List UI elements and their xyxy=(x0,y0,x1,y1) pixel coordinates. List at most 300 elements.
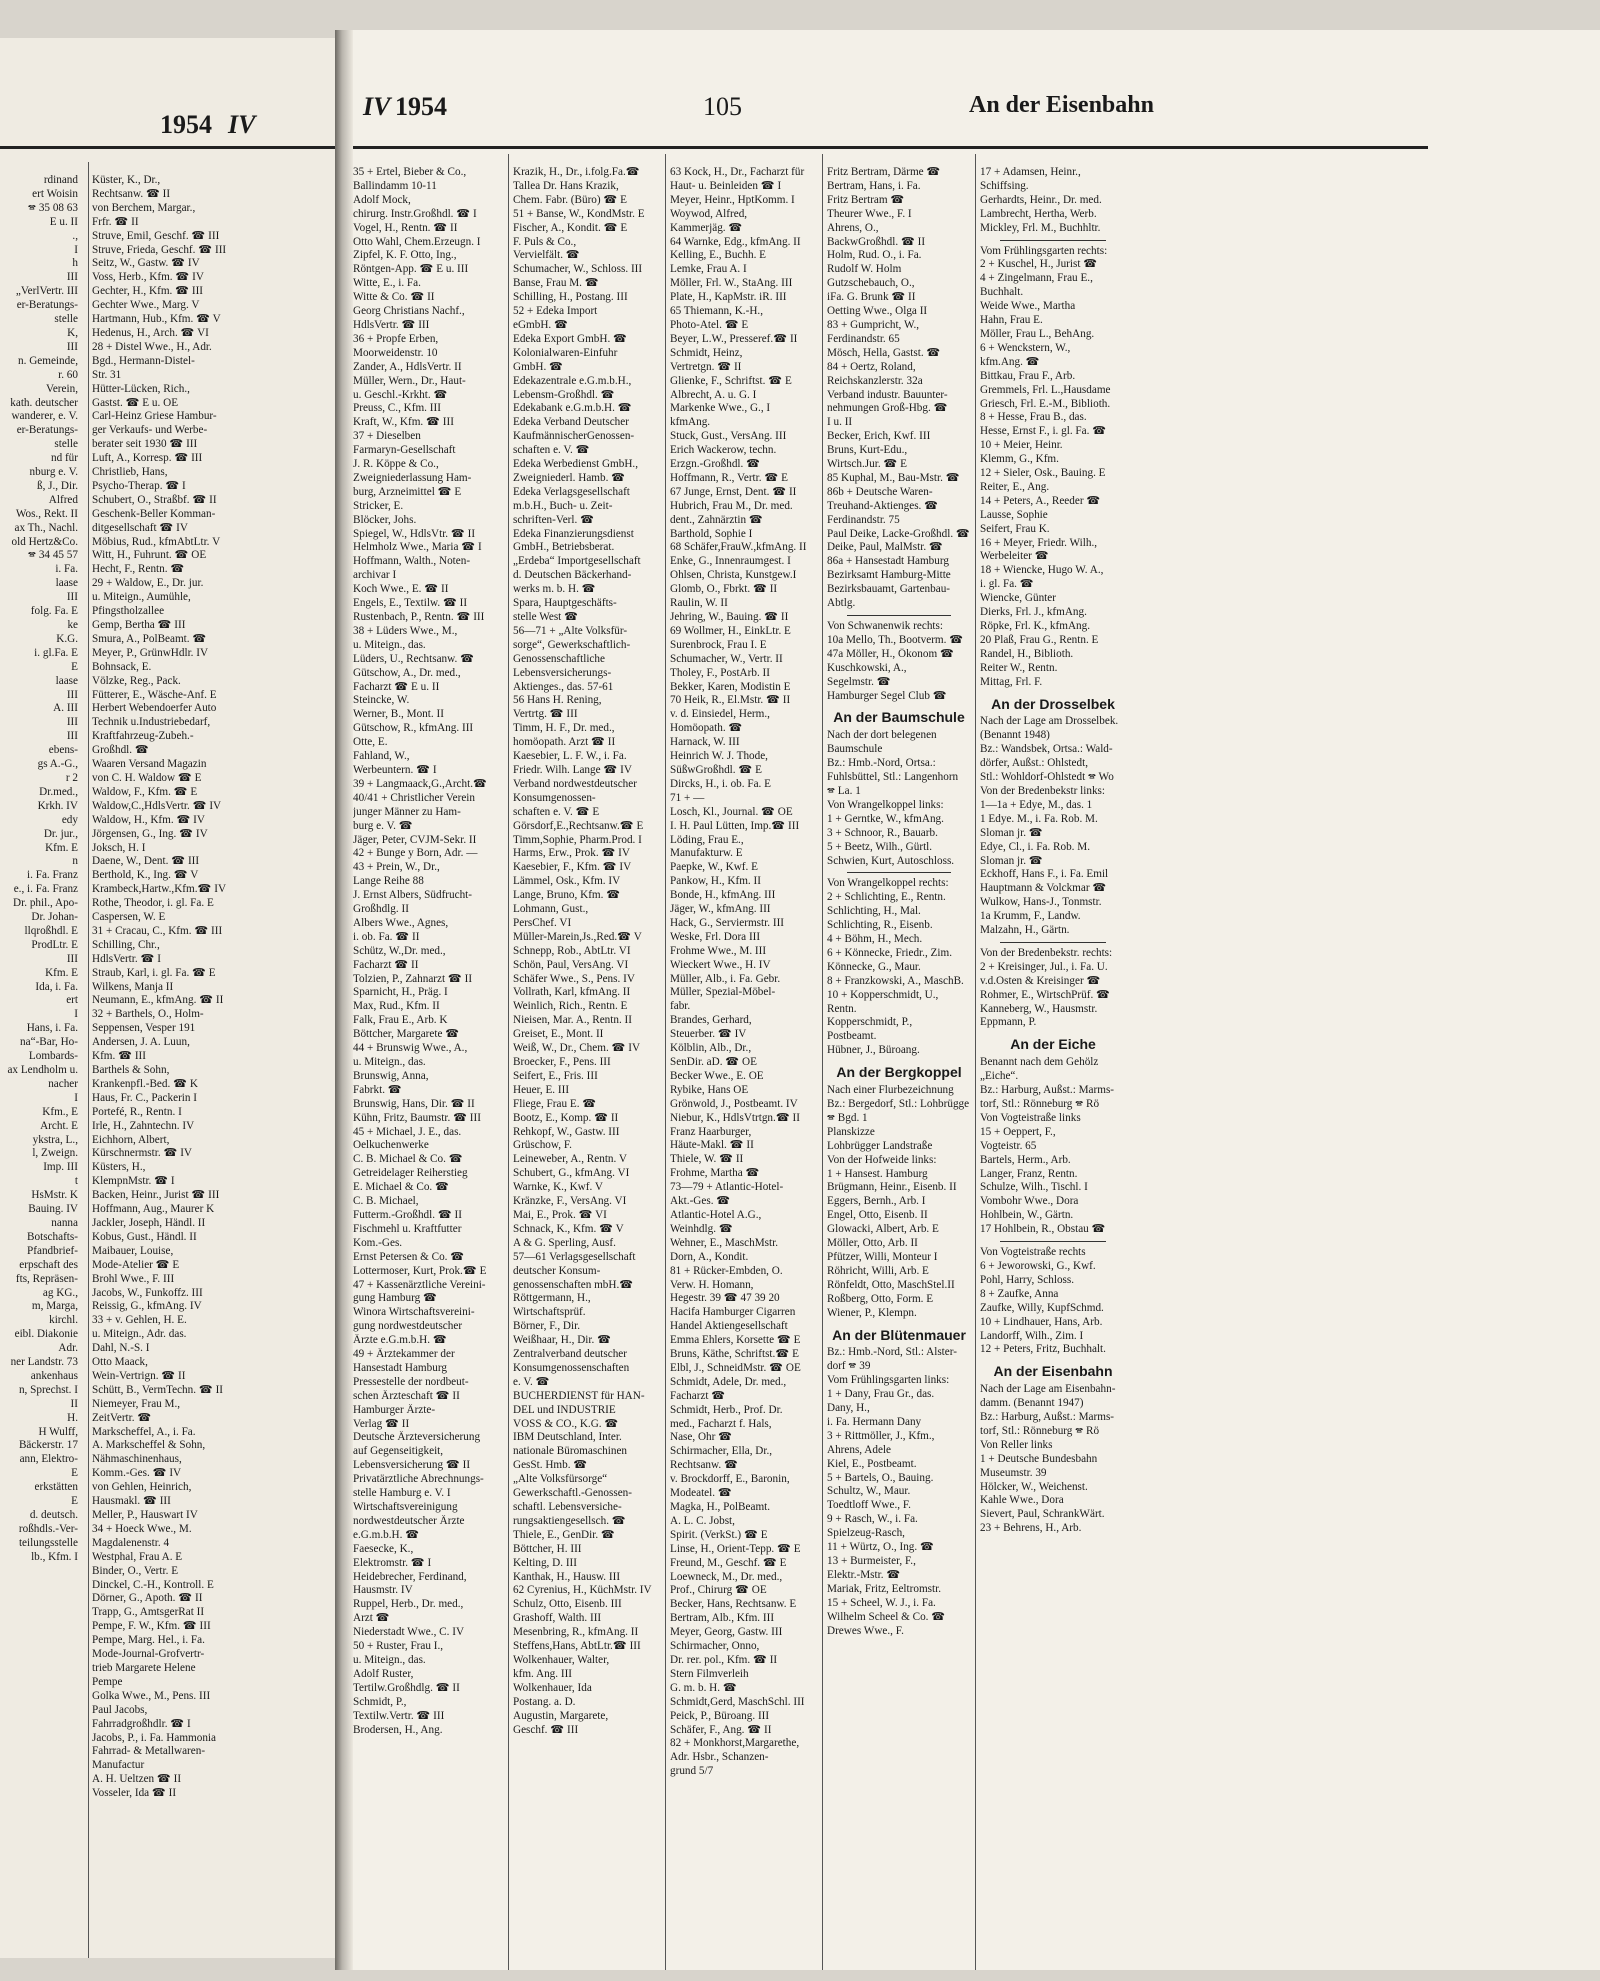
directory-entry: (Benannt 1948) xyxy=(980,729,1050,742)
directory-entry: Nase, Ohr ☎ xyxy=(670,1431,733,1444)
directory-entry: 69 Wollmer, H., EinkLtr. E xyxy=(670,624,791,637)
directory-entry: 39 + Langmaack,G.,Archt.☎ xyxy=(353,777,487,790)
directory-entry: Ahrens, O., xyxy=(827,221,879,234)
directory-entry: stelle West ☎ xyxy=(513,611,579,623)
directory-entry: 1 + Gerntke, W., kfmAng. xyxy=(827,812,944,825)
directory-entry: Wos., Rekt. II xyxy=(15,507,78,520)
column-divider xyxy=(665,154,666,1970)
directory-entry: A. H. Ueltzen ☎ II xyxy=(92,1773,182,1786)
directory-entry: Sloman jr. ☎ xyxy=(980,826,1043,839)
directory-entry: Berthold, K., Ing. ☎ V xyxy=(92,869,199,882)
directory-entry: Toedtloff Wwe., F. xyxy=(827,1499,911,1512)
directory-entry: 1 + Deutsche Bundesbahn xyxy=(980,1452,1098,1465)
directory-entry: 12 + Peters, Fritz, Buchhalt. xyxy=(980,1343,1106,1356)
directory-entry: Christlieb, Hans, xyxy=(92,466,168,479)
directory-entry: wanderer, e. V. xyxy=(11,410,78,423)
directory-entry: Hesse, Ernst F., i. gl. Fa. ☎ xyxy=(980,425,1107,438)
directory-entry: 34 + Hoeck Wwe., M. xyxy=(92,1522,192,1535)
directory-entry: Edye, Cl., i. Fa. Rob. M. xyxy=(980,840,1091,853)
directory-entry: Rehkopf, W., Gastw. III xyxy=(513,1125,620,1138)
directory-entry: Konsumgenossenschaften xyxy=(513,1361,630,1374)
directory-entry: Barthels & Sohn, xyxy=(92,1064,170,1076)
directory-entry: Blöcker, Johs. xyxy=(353,513,417,526)
directory-entry: Brunswig, Hans, Dir. ☎ II xyxy=(353,1097,475,1110)
directory-entry: Röttgermann, H., xyxy=(513,1292,591,1305)
directory-entry: Handel Aktiengesellschaft xyxy=(670,1320,788,1333)
directory-entry: 5 + Beetz, Wilh., Gürtl. xyxy=(827,840,933,853)
directory-entry: u. Miteign., Adr. das. xyxy=(92,1328,187,1341)
directory-entry: Grashoff, Walth. III xyxy=(513,1612,602,1625)
directory-entry: Edekazentrale e.G.m.b.H., xyxy=(513,374,632,387)
directory-entry: Schmidt,Gerd, MaschSchl. III xyxy=(670,1695,805,1708)
directory-entry: Bittkau, Frau F., Arb. xyxy=(980,369,1076,382)
directory-entry: Komm.-Ges. ☎ IV xyxy=(92,1467,182,1480)
directory-entry: Zentralverband deutscher xyxy=(513,1348,627,1361)
directory-entry: folg. Fa. E xyxy=(30,605,78,618)
directory-entry: Elektromstr. ☎ I xyxy=(353,1556,432,1569)
directory-entry: gung nordwestdeutscher xyxy=(353,1320,463,1333)
directory-entry: Dr. jur., xyxy=(43,827,78,840)
directory-entry: Gutzschebauch, O., xyxy=(827,277,915,290)
directory-entry: Verband nordwestdeutscher xyxy=(513,777,637,790)
directory-entry: Grüschow, F. xyxy=(513,1139,572,1152)
directory-entry: Pfützer, Willi, Monteur I xyxy=(827,1250,938,1263)
directory-entry: Lange Reihe 88 xyxy=(353,875,424,888)
directory-entry: Ernst Petersen & Co. ☎ xyxy=(353,1250,465,1263)
directory-entry: Dr. phil., Apo- xyxy=(13,897,78,910)
directory-entry: Jackler, Joseph, Händl. II xyxy=(92,1216,206,1229)
directory-entry: Jacobs, W., Funkoffz. III xyxy=(92,1286,203,1299)
directory-entry: Wirtsch.Jur. ☎ E xyxy=(827,458,907,471)
directory-entry: 🕿 Bgd. 1 xyxy=(827,1111,868,1124)
directory-entry: Müller, Alb., i. Fa. Gebr. xyxy=(670,972,781,985)
directory-entry: teilungsstelle xyxy=(18,1536,78,1549)
directory-entry: Werner, B., Mont. II xyxy=(353,708,444,721)
directory-entry: Schirmacher, Ella, Dr., xyxy=(670,1445,773,1458)
directory-entry: Kom.-Ges. xyxy=(353,1236,403,1249)
directory-entry: Falk, Frau E., Arb. K xyxy=(353,1014,448,1027)
directory-entry: VOSS & CO., K.G. ☎ xyxy=(513,1417,619,1430)
directory-entry: 6 + Könnecke, Friedr., Zim. xyxy=(827,946,952,959)
directory-entry: r. 60 xyxy=(58,368,78,381)
directory-entry: ger Verkaufs- und Werbe- xyxy=(92,424,208,437)
directory-entry: rdinand xyxy=(43,174,78,186)
directory-entry: Losch, Kl., Journal. ☎ OE xyxy=(670,805,793,818)
directory-entry: Lämmel, Osk., Kfm. IV xyxy=(513,875,621,888)
directory-entry: dörfer, Außst.: Ohlstedt, xyxy=(980,757,1088,770)
directory-entry: Vom Frühlingsgarten rechts: xyxy=(980,244,1108,257)
directory-entry: laase xyxy=(55,577,78,590)
directory-entry: A. Markscheffel & Sohn, xyxy=(92,1439,206,1452)
directory-entry: K, xyxy=(67,326,78,339)
directory-entry: m.b.H., Buch- u. Zeit- xyxy=(513,499,613,512)
directory-entry: Loewneck, M., Dr. med., xyxy=(670,1570,783,1583)
directory-entry: Schumacher, W., Schloss. III xyxy=(513,263,643,276)
directory-entry: schaften e. V. ☎ xyxy=(513,444,590,457)
directory-entry: „Alte Volksfürsorge“ xyxy=(513,1473,608,1486)
directory-entry: 52 + Edeka Import xyxy=(513,305,598,318)
directory-entry: ditgesellschaft ☎ IV xyxy=(92,521,188,534)
directory-entry: Stricker, E. xyxy=(353,499,404,512)
directory-entry: er-Beratungs- xyxy=(16,424,78,437)
directory-entry: Koch Wwe., E. ☎ II xyxy=(353,583,449,596)
directory-entry: Nach der Lage am Eisenbahn- xyxy=(980,1383,1116,1396)
directory-entry: Schubert, G., kfmAng. VI xyxy=(513,1167,630,1180)
directory-entry: Fuhlsbüttel, Stl.: Langenhorn xyxy=(827,771,959,784)
directory-entry: Vollrath, Karl, kfmAng. II xyxy=(513,986,631,999)
directory-entry: Schumacher, W., Vertr. II xyxy=(670,652,783,665)
directory-entry: burg e. V. ☎ xyxy=(353,819,413,832)
directory-entry: Rönfeldt, Otto, MaschStel.II xyxy=(827,1278,955,1291)
directory-entry: A. L. C. Jobst, xyxy=(670,1514,735,1527)
right-column-4 xyxy=(827,166,971,1970)
directory-entry: u. Geschl.-Krkht. ☎ xyxy=(353,388,448,401)
directory-entry: Hausmstr. IV xyxy=(353,1584,413,1597)
directory-entry: Adr. Hsbr., Schanzen- xyxy=(670,1751,769,1764)
directory-entry: Von Vogteistraße rechts xyxy=(980,1246,1086,1259)
directory-entry: Glowacki, Albert, Arb. E xyxy=(827,1223,939,1236)
directory-entry: Lebensm-Großhdl. ☎ xyxy=(513,388,615,401)
directory-entry: Golka Wwe., M., Pens. III xyxy=(92,1689,211,1702)
directory-entry: „Eiche“. xyxy=(980,1070,1019,1083)
directory-entry: Kanneberg, W., Hausmstr. xyxy=(980,1002,1098,1015)
directory-entry: 4 + Zingelmann, Frau E., xyxy=(980,272,1093,285)
directory-entry: Krazik, H., Dr., i.folg.Fa.☎ xyxy=(513,166,640,178)
directory-entry: III xyxy=(66,952,78,965)
directory-entry: stelle xyxy=(54,313,78,326)
directory-entry: Möller, Frl. W., StaAng. III xyxy=(670,277,793,290)
directory-entry: Kiel, E., Postbeamt. xyxy=(827,1457,917,1470)
directory-entry: Mai, E., Prok. ☎ VI xyxy=(513,1208,607,1221)
directory-entry: i. Fa. Hermann Dany xyxy=(827,1415,922,1428)
directory-entry: med., Facharzt f. Hals, xyxy=(670,1417,772,1430)
directory-entry: Broecker, F., Pens. III xyxy=(513,1056,611,1068)
directory-entry: Smura, A., PolBeamt. ☎ xyxy=(92,632,207,645)
directory-entry: Eckhoff, Hans F., i. Fa. Emil xyxy=(980,868,1109,881)
directory-entry: Kopperschmidt, P., xyxy=(827,1016,913,1029)
directory-entry: Friedr. Wilh. Lange ☎ IV xyxy=(513,763,632,776)
directory-entry: Steuerber. ☎ IV xyxy=(670,1028,747,1041)
directory-entry: Wirtschaftsprüf. xyxy=(513,1306,586,1319)
directory-entry: PersChef. VI xyxy=(513,916,572,929)
directory-entry: E xyxy=(71,660,78,673)
directory-entry: Hoffmann, R., Vertr. ☎ E xyxy=(670,471,788,484)
directory-entry: 38 + Lüders Wwe., M., xyxy=(353,624,458,637)
directory-entry: SenDir. aD. ☎ OE xyxy=(670,1056,757,1068)
directory-entry: Wilkens, Manja II xyxy=(92,980,174,993)
directory-entry: Schäfer Wwe., S., Pens. IV xyxy=(513,972,635,985)
left-column-2 xyxy=(92,174,332,1958)
section-separator xyxy=(847,872,951,873)
directory-entry: trieb Margarete Helene xyxy=(92,1661,196,1674)
directory-entry: Dr. rer. pol., Kfm. ☎ II xyxy=(670,1653,778,1666)
directory-entry: 9 + Rasch, W., i. Fa. xyxy=(827,1513,918,1526)
directory-entry: fts, Repräsen- xyxy=(15,1272,78,1285)
directory-entry: Thiele, W. ☎ II xyxy=(670,1153,744,1166)
directory-entry: 1a Krumm, F., Landw. xyxy=(980,910,1081,923)
directory-entry: Atlantic-Hotel A.G., xyxy=(670,1208,762,1221)
directory-entry: 64 Warnke, Edg., kfmAng. II xyxy=(670,235,801,248)
directory-entry: Lüders, U., Rechtsanw. ☎ xyxy=(353,652,475,665)
directory-entry: Modeatel. ☎ xyxy=(670,1487,732,1500)
directory-entry: e.G.m.b.H. ☎ xyxy=(353,1528,420,1541)
directory-entry: Jäger, W., kfmAng. III xyxy=(670,903,771,916)
directory-entry: J. Ernst Albers, Südfrucht- xyxy=(353,889,473,902)
directory-entry: Aktienges., das. 57-61 xyxy=(513,680,614,693)
directory-entry: Vombohr Wwe., Dora xyxy=(980,1195,1079,1208)
directory-entry: Schütz, W.,Dr. med., xyxy=(353,944,446,957)
directory-entry: Schnack, K., Kfm. ☎ V xyxy=(513,1222,624,1235)
directory-entry: I. H. Paul Lütten, Imp.☎ III xyxy=(670,819,800,832)
directory-entry: Schilling, Chr., xyxy=(92,938,160,951)
directory-entry: 40/41 + Christlicher Verein xyxy=(353,791,475,804)
directory-entry: Winora Wirtschaftsvereini- xyxy=(353,1306,475,1319)
directory-entry: u. Miteign., das. xyxy=(353,1056,426,1068)
directory-entry: Bz.: Harburg, Außst.: Marms- xyxy=(980,1411,1115,1424)
directory-entry: Kraftfahrzeug-Zubeh.- xyxy=(92,730,194,743)
directory-entry: 51 + Banse, W., KondMstr. E xyxy=(513,207,645,220)
directory-entry: 47 + Kassenärztliche Vereini- xyxy=(353,1278,486,1291)
directory-entry: m, Marga, xyxy=(31,1300,78,1313)
street-heading: An der Eiche xyxy=(1010,1036,1096,1053)
directory-entry: 🕿 La. 1 xyxy=(827,784,861,797)
directory-entry: Bz.: Harburg, Außst.: Marms- xyxy=(980,1084,1115,1097)
directory-entry: Greiset, E., Mont. II xyxy=(513,1028,604,1041)
directory-entry: III xyxy=(66,716,78,729)
directory-entry: lb., Kfm. I xyxy=(31,1550,78,1563)
directory-entry: Bootz, E., Komp. ☎ II xyxy=(513,1111,619,1124)
directory-entry: iFa. G. Brunk ☎ II xyxy=(827,291,916,304)
column-divider xyxy=(822,154,823,1970)
directory-entry: i. Fa. xyxy=(55,563,78,576)
directory-entry: Brunswig, Anna, xyxy=(353,1069,429,1082)
directory-entry: Gütschow, A., Dr. med., xyxy=(353,666,461,679)
directory-entry: 28 + Distel Wwe., H., Adr. xyxy=(92,340,212,353)
directory-entry: Hoffmann, Walth., Noten- xyxy=(353,555,471,568)
directory-entry: Ballindamm 10-11 xyxy=(353,179,437,192)
directory-entry: Wolkenhauer, Walter, xyxy=(513,1653,610,1666)
directory-entry: Gütschow, R., kfmAng. III xyxy=(353,722,474,735)
street-heading: An der Bergkoppel xyxy=(836,1064,962,1081)
directory-entry: Becker, Hans, Rechtsanw. E xyxy=(670,1598,797,1611)
directory-entry: Mickley, Frl. M., Buchhltr. xyxy=(980,221,1101,234)
directory-entry: Ohlsen, Christa, Kunstgew.I xyxy=(670,569,797,582)
directory-entry: i. gl. Fa. ☎ xyxy=(980,578,1034,591)
directory-entry: Moorweidenstr. 10 xyxy=(353,346,438,359)
directory-entry: Adolf Mock, xyxy=(353,193,411,206)
directory-entry: 8 + Zaufke, Anna xyxy=(980,1287,1059,1300)
directory-entry: Stl.: Wohldorf-Ohlstedt 🕿 Wo xyxy=(980,771,1114,784)
directory-entry: burg, Arzneimittel ☎ E xyxy=(353,485,462,498)
directory-entry: nehmungen Groß-Hbg. ☎ xyxy=(827,402,948,415)
directory-entry: Zander, A., HdlsVertr. II xyxy=(353,360,462,373)
directory-entry: Krankenpfl.-Bed. ☎ K xyxy=(92,1077,198,1090)
directory-entry: Edeka Werbedienst GmbH., xyxy=(513,458,639,471)
directory-entry: Privatärztliche Abrechnungs- xyxy=(353,1473,484,1486)
directory-entry: Reiter W., Rentn. xyxy=(980,661,1058,674)
directory-entry: ProdLtr. E xyxy=(31,938,78,951)
directory-entry: Lohmann, Gust., xyxy=(513,903,589,916)
directory-entry: 84 + Oertz, Roland, xyxy=(827,360,916,373)
directory-entry: Edekabank e.G.m.b.H. ☎ xyxy=(513,402,632,415)
directory-entry: 4 + Böhm, H., Mech. xyxy=(827,933,923,946)
directory-entry: Engel, Otto, Eisenb. II xyxy=(827,1209,928,1222)
directory-entry: Wulkow, Hans-J., Tonmstr. xyxy=(980,896,1102,909)
directory-entry: Kaesebier, L. F. W., i. Fa. xyxy=(513,750,627,763)
directory-entry: Rentn. xyxy=(827,1002,857,1015)
directory-entry: ebens- xyxy=(48,744,78,757)
directory-entry: stelle xyxy=(54,438,78,451)
directory-entry: Prof., Chirurg ☎ OE xyxy=(670,1584,767,1597)
directory-entry: Zipfel, K. F. Otto, Ing., xyxy=(353,249,457,262)
directory-entry: Nieisen, Mar. A., Rentn. II xyxy=(513,1014,633,1027)
directory-entry: I xyxy=(74,1091,78,1104)
directory-entry: e., i. Fa. Franz xyxy=(13,883,78,896)
directory-entry: Erzgn.-Großhdl. ☎ xyxy=(670,458,761,471)
directory-entry: von Berchem, Margar., xyxy=(92,201,196,214)
directory-entry: l, Zweign. xyxy=(32,1147,78,1160)
directory-entry: C. B. Michael & Co. ☎ xyxy=(353,1153,463,1166)
directory-entry: F. Puls & Co., xyxy=(513,235,577,248)
directory-entry: Niebur, K., HdlsVtrtgn.☎ II xyxy=(670,1111,801,1124)
directory-entry: Trapp, G., AmtsgerRat II xyxy=(92,1606,205,1619)
directory-entry: Archt. E xyxy=(40,1119,78,1132)
directory-entry: Böttcher, H. III xyxy=(513,1542,582,1555)
directory-entry: Rohmer, E., WirtschPrüf. ☎ xyxy=(980,988,1110,1001)
directory-entry: 11 + Würtz, O., Ing. ☎ xyxy=(827,1541,934,1554)
directory-entry: 🕿 34 45 57 xyxy=(28,549,78,562)
directory-entry: Getreidelager Reiherstieg xyxy=(353,1167,468,1180)
directory-entry: Hans, i. Fa. xyxy=(26,1022,78,1035)
directory-entry: KaufmännischerGenossen- xyxy=(513,430,635,443)
column-divider xyxy=(88,162,89,1958)
directory-entry: Heuer, E. III xyxy=(513,1083,570,1096)
directory-entry: Manufakturw. E xyxy=(670,847,743,860)
directory-entry: Albrecht, A. u. G. I xyxy=(670,388,757,401)
directory-entry: v. Brockdorff, E., Baronin, xyxy=(670,1473,790,1486)
directory-entry: eGmbH. ☎ xyxy=(513,318,568,331)
directory-entry: Kaesebier, F., Kfm. ☎ IV xyxy=(513,861,632,874)
directory-entry: Dany, H., xyxy=(827,1402,870,1415)
directory-entry: Gerhardts, Heinr., Dr. med. xyxy=(980,193,1102,206)
directory-entry: Warnke, K., Kwf. V xyxy=(513,1181,603,1194)
directory-entry: e. V. ☎ xyxy=(513,1375,550,1388)
directory-entry: Geschenk-Beller Komman- xyxy=(92,507,216,520)
directory-entry: Kelling, E., Buchh. E xyxy=(670,249,767,262)
directory-entry: chirurg. Instr.Großhdl. ☎ I xyxy=(353,207,477,220)
directory-entry: Sievert, Paul, SchrankWärt. xyxy=(980,1508,1105,1521)
directory-entry: Tertilw.Großhdlg. ☎ II xyxy=(353,1681,460,1694)
directory-entry: Alfred xyxy=(48,493,78,506)
directory-entry: ert xyxy=(66,994,78,1007)
directory-entry: 65 Thiemann, K.-H., xyxy=(670,305,764,318)
directory-entry: Segelmstr. ☎ xyxy=(827,675,891,688)
directory-entry: Pfingstholzallee xyxy=(92,605,165,618)
right-page xyxy=(353,30,1600,1970)
directory-entry: Andersen, J. A. Luun, xyxy=(92,1036,190,1049)
column-divider xyxy=(508,154,509,1970)
directory-entry: H. xyxy=(67,1411,78,1424)
directory-entry: nburg e. V. xyxy=(29,466,78,479)
directory-entry: Häute-Makl. ☎ II xyxy=(670,1139,754,1152)
directory-entry: 18 + Wiencke, Hugo W. A., xyxy=(980,564,1104,577)
street-header: An der Eisenbahn xyxy=(969,92,1154,118)
directory-entry: Röpke, Frl. K., kfmAng. xyxy=(980,620,1091,632)
directory-entry: i. gl.Fa. E xyxy=(34,646,78,659)
directory-entry: II xyxy=(70,1397,78,1410)
directory-entry: r 2 xyxy=(65,771,78,784)
directory-entry: Jäger, Peter, CVJM-Sekr. II xyxy=(353,833,477,846)
directory-entry: Küsters, H., xyxy=(92,1161,146,1174)
column-divider xyxy=(975,154,976,1970)
directory-entry: Gemp, Bertha ☎ III xyxy=(92,619,186,631)
directory-entry: ann, Elektro- xyxy=(19,1453,78,1466)
right-header-volume: IV xyxy=(363,92,391,121)
directory-entry: n xyxy=(72,855,78,868)
directory-entry: E xyxy=(71,1495,78,1508)
directory-entry: KlempnMstr. ☎ I xyxy=(92,1175,175,1188)
directory-entry: Adolf Ruster, xyxy=(353,1667,414,1680)
directory-entry: Dr. Johan- xyxy=(31,911,78,924)
directory-entry: Backen, Heinr., Jurist ☎ III xyxy=(92,1189,220,1202)
directory-entry: Psycho-Therap. ☎ I xyxy=(92,479,186,492)
directory-entry: Verein, xyxy=(46,382,78,395)
directory-entry: Portefé, R., Rentn. I xyxy=(92,1105,182,1118)
directory-entry: Röhricht, Willi, Arb. E xyxy=(827,1264,929,1277)
directory-entry: ZeitVertr. ☎ xyxy=(92,1411,152,1424)
directory-entry: Waaren Versand Magazin xyxy=(92,758,207,771)
directory-entry: 8 + Hesse, Frau B., das. xyxy=(980,411,1087,424)
directory-entry: Ahrens, Adele xyxy=(827,1443,891,1456)
directory-entry: Akt.-Ges. ☎ xyxy=(670,1195,731,1208)
directory-entry: Museumstr. 39 xyxy=(980,1466,1047,1479)
directory-entry: Sparnicht, H., Präg. I xyxy=(353,986,448,999)
directory-entry: auf Gegenseitigkeit, xyxy=(353,1445,444,1458)
directory-entry: Heidebrecher, Ferdinand, xyxy=(353,1570,467,1583)
directory-entry: Pfandbrief- xyxy=(27,1244,78,1257)
directory-entry: Paepke, W., Kwf. E xyxy=(670,861,758,874)
directory-entry: Fütterer, E., Wäsche-Anf. E xyxy=(92,688,217,701)
directory-entry: Elbl, J., SchneidMstr. ☎ OE xyxy=(670,1361,801,1374)
directory-entry: Nach der Lage am Drosselbek. xyxy=(980,715,1119,728)
directory-entry: dorf 🕿 39 xyxy=(827,1360,871,1373)
directory-entry: Paul Jacobs, xyxy=(92,1703,148,1716)
directory-entry: Schön, Paul, VersAng. VI xyxy=(513,958,629,971)
directory-entry: BUCHERDIENST für HAN- xyxy=(513,1389,645,1402)
directory-entry: 6 + Wenckstern, W., xyxy=(980,341,1071,354)
directory-entry: Lange, Bruno, Kfm. ☎ xyxy=(513,889,621,902)
directory-entry: Meyer, P., GrünwHdlr. IV xyxy=(92,646,209,659)
directory-entry: Raulin, W. II xyxy=(670,597,728,610)
directory-entry: Niemeyer, Frau M., xyxy=(92,1397,181,1410)
directory-entry: n. Gemeinde, xyxy=(18,354,78,367)
right-column-1 xyxy=(353,166,503,1970)
directory-entry: GmbH. ☎ xyxy=(513,360,563,373)
directory-entry: Brandes, Gerhard, xyxy=(670,1014,752,1027)
directory-entry: Barthold, Sophie I xyxy=(670,527,753,540)
street-heading: An der Eisenbahn xyxy=(993,1363,1113,1380)
directory-entry: kirchl. xyxy=(49,1314,78,1327)
directory-entry: Herbert Webendoerfer Auto xyxy=(92,702,217,715)
directory-entry: Luft, A., Korresp. ☎ III xyxy=(92,452,203,465)
directory-entry: Kolonialwaren-Einfuhr xyxy=(513,346,618,359)
directory-entry: Woywod, Alfred, xyxy=(670,207,748,220)
directory-entry: berater seit 1930 ☎ III xyxy=(92,438,198,451)
directory-entry: 2 + Kuschel, H., Jurist ☎ xyxy=(980,258,1098,271)
directory-entry: Grönwold, J., Postbeamt. IV xyxy=(670,1097,798,1110)
directory-entry: Daene, W., Dent. ☎ III xyxy=(92,855,200,868)
directory-entry: Wirtschaftsvereinigung xyxy=(353,1501,458,1513)
